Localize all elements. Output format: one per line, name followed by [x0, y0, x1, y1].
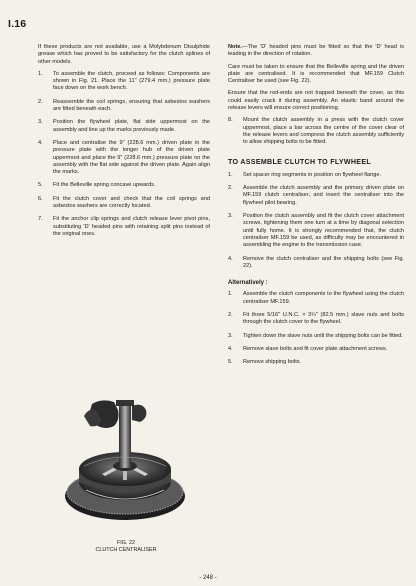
step-text: Tighten down the slave nuts until the shipping bolts can be fitted.: [243, 332, 403, 339]
flywheel-step-1: [228, 172, 404, 179]
left-column: [38, 44, 210, 244]
step-text: Assemble the clutch components to the flywheel using the clutch centraliser MF.159.: [243, 291, 404, 305]
step-number: 4.: [228, 255, 233, 262]
flywheel-step-2: [228, 185, 404, 207]
section-number: I.16: [8, 18, 27, 30]
step-number: 2.: [228, 312, 233, 319]
step-text: Fit the clutch cover and check that the coil springs and asbestos washers are correctly located.: [53, 195, 210, 210]
step-number: 1.: [228, 291, 233, 298]
page-number: - 248 -: [199, 575, 217, 581]
step-text: Remove the clutch centraliser and the shipping bolts (see Fig. 22).: [243, 255, 404, 269]
step-5: [38, 182, 210, 189]
step-number: 8.: [228, 117, 233, 124]
step-text: Fit the Belleville spring concave upwards.: [53, 182, 156, 189]
step-text: Fit three 5/16" U.N.C. × 3¼" (82.5 mm.) slave nuts and bolts through the clutch cover to the flywheel.: [243, 312, 404, 326]
alt-step-3: [228, 333, 404, 340]
step-number: 1.: [38, 70, 43, 77]
step-4: [38, 140, 210, 176]
note-text: —The 'D' headed pins must be fitted so that the 'D' head is leading in the direction of rotation.: [228, 44, 404, 58]
figure-caption-block: [40, 540, 212, 554]
step-number: 3.: [228, 213, 233, 220]
step-text: Mount the clutch assembly in a press with the clutch cover uppermost, place a bar across the centre of the cover clear of the release levers and compress the clutch assembly sufficiently to allow shipping bolts to be fitted.: [243, 117, 404, 146]
step-number: 6.: [38, 195, 43, 202]
step-text: Fit the anchor clip springs and clutch release lever pivot pins, substituting 'D' headed pins with retaining split pins instead of the original ones.: [53, 216, 210, 237]
step-text: Position the clutch assembly and fit the clutch cover attachment screws, tightening them one turn at a time by diagonal selection until fully home. It is strongly recommended that, the clutch centraliser MF.159 be used, as difficulty may be encountered in assembling the engine to the transmission case.: [243, 213, 404, 249]
note-paragraph-3: Ensure that the rod-ends are not trapped beneath the cover, as this could easily crack it during assembly. An elastic band around the release levers will ensure correct positioning.: [228, 90, 404, 112]
step-text: Place and centralise the 9" (228.6 mm.) driven plate in the pressure plate with the longer hub of the driven plate uppermost and place the 9" (228.6 mm.) pressure plate on the assembly with the flat side against the driven plate. Again align the marks.: [53, 139, 210, 176]
step-text: Remove shipping bolts.: [243, 359, 302, 366]
step-number: 3.: [38, 119, 43, 126]
step-1: [38, 71, 210, 93]
alt-step-5: [228, 359, 404, 366]
step-7: [38, 216, 210, 238]
intro-paragraph: If these products are not available, use a Molybdenum Disulphide grease which has proved to be satisfactory for the clutch splines of other models.: [38, 44, 210, 65]
right-column: [228, 44, 404, 373]
section-heading: TO ASSEMBLE CLUTCH TO FLYWHEEL: [228, 157, 371, 166]
alt-step-2: [228, 312, 404, 327]
step-number: 3.: [228, 332, 233, 339]
step-text: Set spacer ring segments in position on flywheel flange.: [243, 171, 382, 178]
step-number: 2.: [38, 98, 43, 105]
step-number: 4.: [228, 345, 233, 352]
step-text: Reassemble the coil springs, ensuring that asbestos washers are fitted beneath each.: [53, 98, 210, 113]
note-label: Note.: [228, 44, 242, 50]
alt-step-1: [228, 291, 404, 306]
step-number: 5.: [228, 359, 233, 366]
step-text: Assemble the clutch assembly and the primary driven plate on MF.159 clutch centraliser, and insert the centraliser into the flywheel pilot bearing.: [243, 185, 404, 206]
alt-step-4: [228, 346, 404, 353]
step-6: [38, 196, 210, 211]
flywheel-step-4: [228, 256, 404, 271]
step-8: [228, 117, 404, 146]
step-text: Remove slave bolts and fit cover plate attachment screws.: [243, 345, 388, 352]
step-2: [38, 99, 210, 114]
clutch-centraliser-photo: [62, 396, 188, 524]
step-text: To assemble the clutch, proceed as follows: Components are shown in Fig. 21. Place the 11" (279.4 mm.) pressure plate face down on the work bench.: [53, 70, 210, 92]
step-text: Position the flywheel plate, flat side uppermost on the assembly and line up the marks previously made.: [53, 119, 210, 133]
step-number: 7.: [38, 216, 43, 223]
figure-number: FIG. 22: [117, 540, 135, 546]
note-paragraph: [228, 44, 404, 59]
step-number: 4.: [38, 139, 43, 146]
step-number: 1.: [228, 171, 233, 178]
note-paragraph-2: Care must be taken to ensure that the Belleville spring and the driven plate are centralised. It is recommended that MF.159 Clutch Centraliser be used (see Fig. 22).: [228, 63, 404, 85]
alternative-heading: Alternatively :: [228, 280, 268, 287]
flywheel-step-3: [228, 213, 404, 249]
figure-caption: CLUTCH CENTRALISER: [95, 547, 157, 553]
step-number: 5.: [38, 182, 43, 189]
step-number: 2.: [228, 185, 233, 192]
step-3: [38, 119, 210, 134]
